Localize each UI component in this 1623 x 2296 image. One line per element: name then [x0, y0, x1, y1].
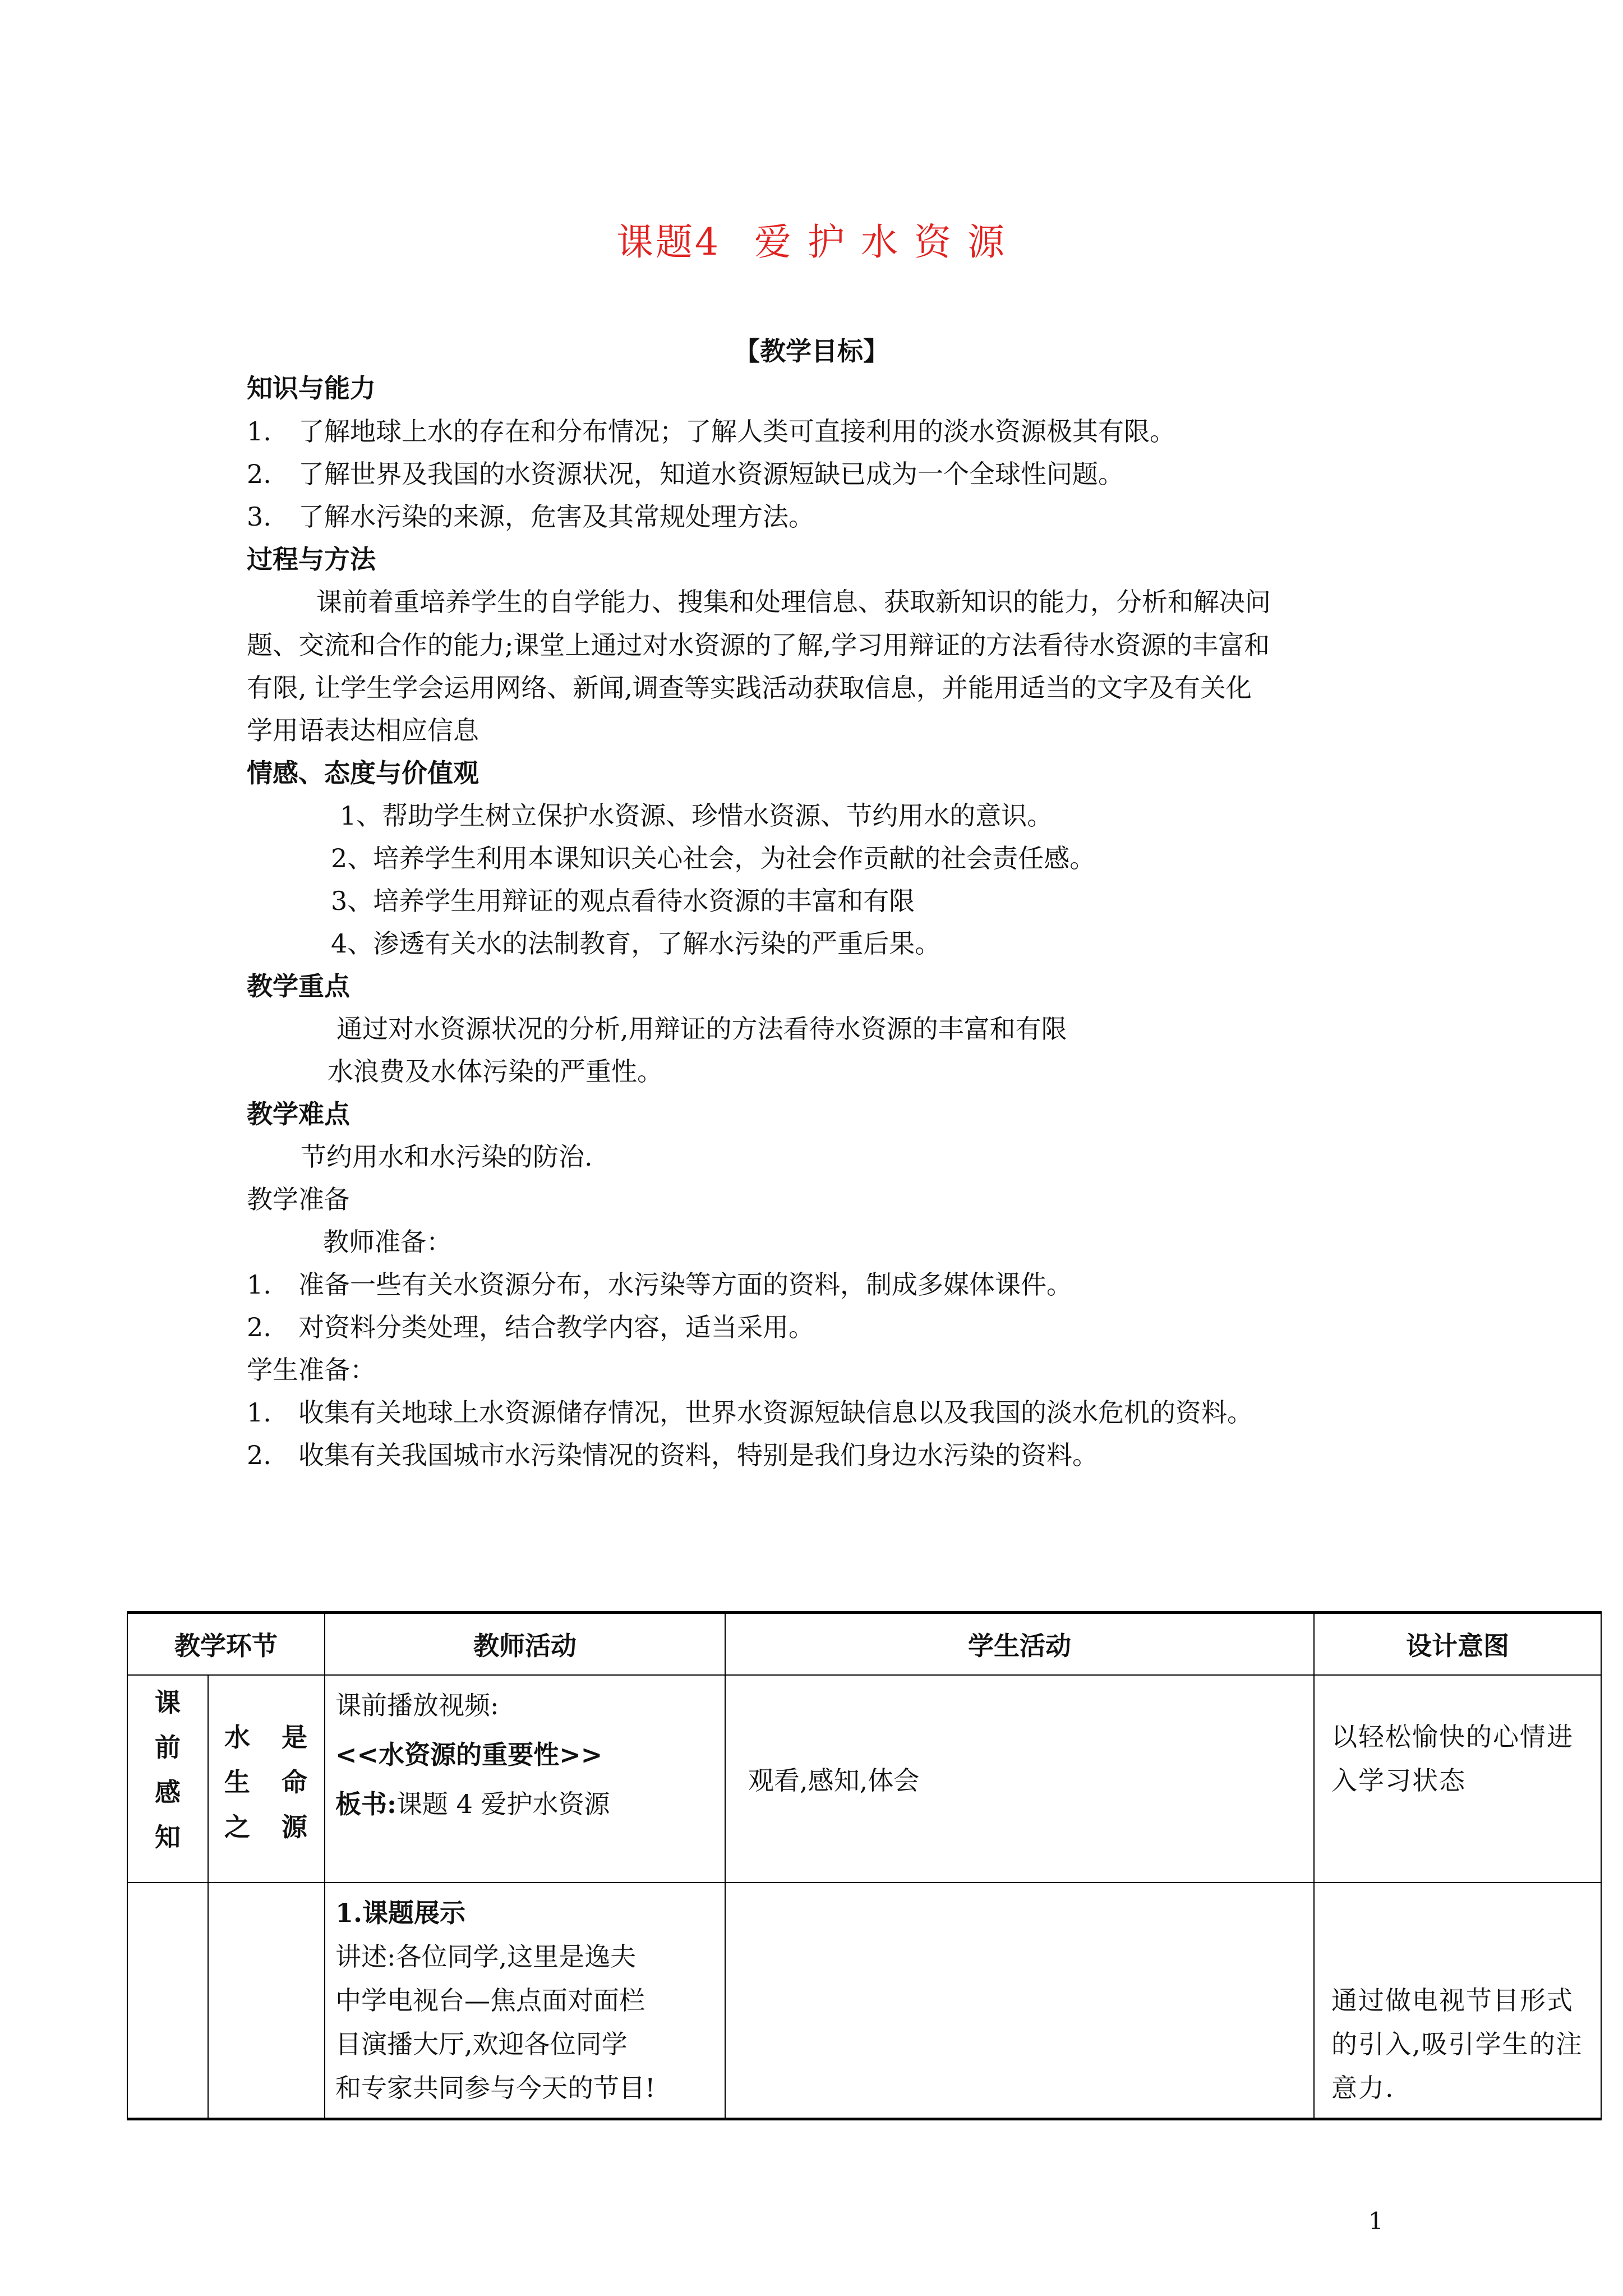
- sub-stage-cell: 水 是 生 命 之 源: [208, 1675, 325, 1883]
- teacher-prep-item: 1. 准备一些有关水资源分布，水污染等方面的资料，制成多媒体课件。: [247, 1269, 1072, 1300]
- teacher-activity-cell: 课前播放视频: <<水资源的重要性>> 板书:课题 4 爱护水资源: [325, 1675, 725, 1883]
- stage-cell: [127, 1883, 208, 2119]
- page-number: 1: [1368, 2207, 1384, 2235]
- header-design-intent: 设计意图: [1314, 1613, 1601, 1676]
- key-points-line: 通过对水资源状况的分析,用辩证的方法看待水资源的丰富和有限: [336, 1014, 1067, 1044]
- emotion-item: 2、培养学生利用本课知识关心社会，为社会作贡献的社会责任感。: [331, 843, 1096, 873]
- difficulty-heading: 教学难点: [247, 1099, 350, 1129]
- teaching-goals-heading: 【教学目标】: [734, 336, 889, 366]
- sub-stage-cell: [208, 1883, 325, 2119]
- process-heading: 过程与方法: [247, 544, 376, 574]
- student-prep-item: 2. 收集有关我国城市水污染情况的资料，特别是我们身边水污染的资料。: [247, 1440, 1098, 1470]
- emotion-item: 1、帮助学生树立保护水资源、珍惜水资源、节约用水的意识。: [340, 800, 1053, 831]
- title-topic: 爱 护 水 资 源: [754, 220, 1007, 264]
- knowledge-item: 3. 了解水污染的来源，危害及其常规处理方法。: [247, 501, 814, 532]
- teacher-prep-item: 2. 对资料分类处理，结合教学内容，适当采用。: [247, 1312, 814, 1342]
- process-paragraph-line: 有限, 让学生学会运用网络、新闻,调查等实践活动获取信息，并能用适当的文字及有关化: [247, 673, 1252, 703]
- page-title: [0, 212, 1623, 265]
- knowledge-item: 2. 了解世界及我国的水资源状况，知道水资源短缺已成为一个全球性问题。: [247, 459, 1124, 489]
- lesson-table: [127, 1611, 1602, 2120]
- key-points-line: 水浪费及水体污染的严重性。: [328, 1056, 663, 1087]
- process-paragraph-line: 题、交流和合作的能力;课堂上通过对水资源的了解,学习用辩证的方法看待水资源的丰富和: [247, 630, 1270, 660]
- header-student-activity: 学生活动: [725, 1613, 1314, 1676]
- student-prep-label: 学生准备：: [247, 1355, 376, 1385]
- preparation-heading: 教学准备: [247, 1184, 350, 1214]
- knowledge-item: 1. 了解地球上水的存在和分布情况；了解人类可直接利用的淡水资源极其有限。: [247, 416, 1175, 447]
- knowledge-heading: 知识与能力: [247, 373, 376, 403]
- difficulty-text: 节约用水和水污染的防治.: [301, 1142, 593, 1172]
- design-intent-cell: 通过做电视节目形式的引入,吸引学生的注意力.: [1314, 1883, 1601, 2119]
- process-paragraph-line: 课前着重培养学生的自学能力、搜集和处理信息、获取新知识的能力，分析和解决问: [316, 587, 1271, 617]
- student-activity-cell: [725, 1883, 1314, 2119]
- teacher-activity-cell: 1.课题展示 讲述:各位同学,这里是逸夫 中学电视台—焦点面对面栏 目演播大厅,欢迎各位同学 和专家共同参与今天的节目!: [325, 1883, 725, 2119]
- key-points-heading: 教学重点: [247, 971, 350, 1001]
- title-lesson-number: 课题4: [616, 220, 721, 264]
- table-row: [127, 1675, 1601, 1883]
- stage-cell: 课 前 感 知: [127, 1675, 208, 1883]
- table-row: [127, 1883, 1601, 2119]
- emotion-item: 3、培养学生用辩证的观点看待水资源的丰富和有限: [331, 886, 915, 916]
- header-teacher-activity: 教师活动: [325, 1613, 725, 1676]
- student-activity-cell: 观看,感知,体会: [725, 1675, 1314, 1883]
- emotion-item: 4、渗透有关水的法制教育，了解水污染的严重后果。: [331, 928, 941, 959]
- header-stage: 教学环节: [127, 1613, 325, 1676]
- process-paragraph-line: 学用语表达相应信息: [247, 715, 479, 746]
- design-intent-cell: 以轻松愉快的心情进入学习状态: [1314, 1675, 1601, 1883]
- student-prep-item: 1. 收集有关地球上水资源储存情况，世界水资源短缺信息以及我国的淡水危机的资料。: [247, 1397, 1253, 1428]
- teacher-prep-label: 教师准备：: [323, 1227, 452, 1257]
- emotion-heading: 情感、态度与价值观: [247, 758, 479, 788]
- table-header-row: [127, 1613, 1601, 1676]
